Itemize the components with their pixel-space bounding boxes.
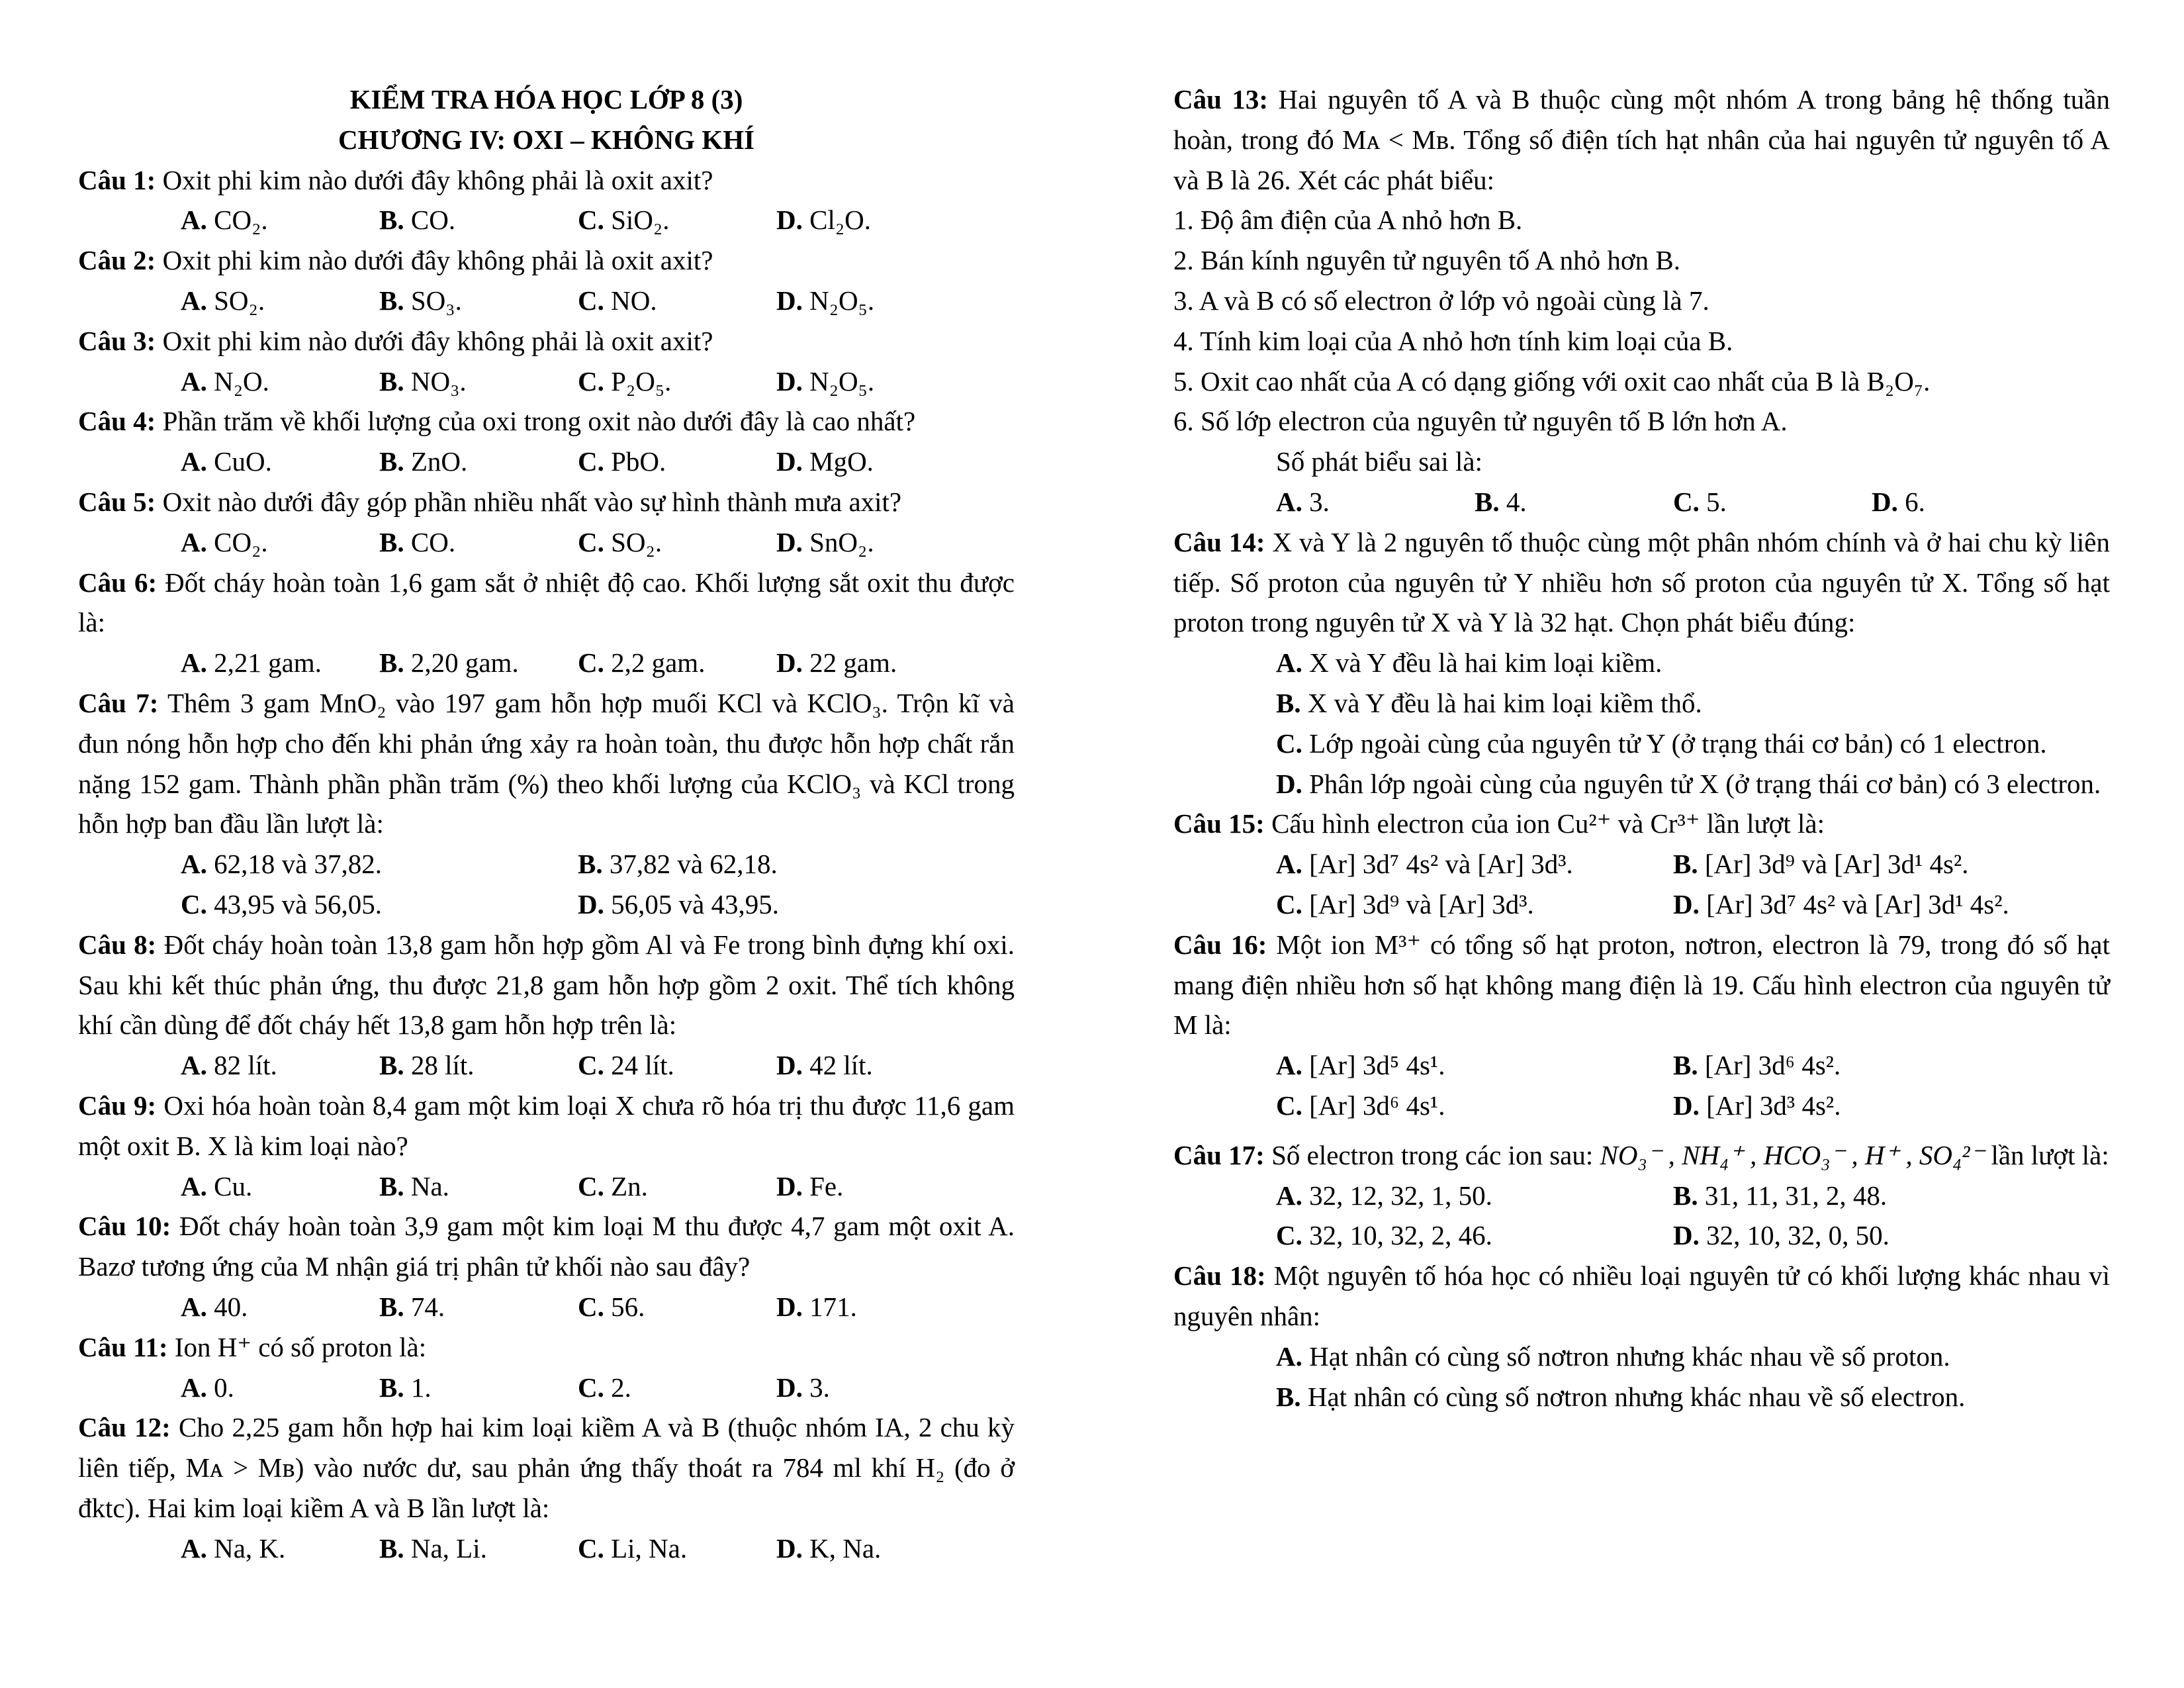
option-c[interactable]: C. 5.: [1673, 486, 1727, 517]
option-d[interactable]: D. 42 lít.: [776, 1050, 873, 1081]
question-11: [78, 1327, 1015, 1368]
option-d[interactable]: D. N₂O₅.: [776, 285, 875, 316]
question-3: [78, 321, 1015, 361]
statement-2: 2. Bán kính nguyên tử nguyên tố A nhỏ hơn B.: [1173, 245, 1680, 276]
option-c[interactable]: C. Li, Na.: [578, 1532, 688, 1564]
option-b[interactable]: B. 2,20 gam.: [379, 647, 519, 679]
option-d[interactable]: D. Phân lớp ngoài cùng của nguyên tử X (ở trạng thái cơ bản) có 3 electron.: [1276, 768, 2101, 799]
option-d[interactable]: D. Fe.: [776, 1170, 844, 1201]
options-12: [78, 1528, 1015, 1569]
option-b[interactable]: B. 28 lít.: [379, 1050, 475, 1081]
option-a[interactable]: A. Na, K.: [181, 1532, 286, 1564]
option-c[interactable]: C. 32, 10, 32, 2, 46.: [1276, 1220, 1492, 1251]
option-d[interactable]: D. 171.: [776, 1291, 857, 1322]
question-13: [1173, 79, 2110, 200]
option-b[interactable]: B. ZnO.: [379, 446, 468, 477]
option-d[interactable]: D. MgO.: [776, 446, 874, 477]
option-d[interactable]: D. 32, 10, 32, 0, 50.: [1673, 1220, 1889, 1251]
option-c[interactable]: C. 2,2 gam.: [578, 647, 705, 679]
question-number: Câu 10:: [78, 1211, 171, 1242]
option-b[interactable]: B. 74.: [379, 1291, 445, 1322]
question-number: Câu 2:: [78, 245, 156, 276]
options-10: [78, 1287, 1015, 1327]
option-b[interactable]: B. Na.: [379, 1170, 449, 1201]
option-b[interactable]: B. Hạt nhân có cùng số nơtron nhưng khác nhau về số electron.: [1276, 1381, 1966, 1412]
question-number: Câu 11:: [78, 1331, 168, 1362]
option-a[interactable]: A. 2,21 gam.: [181, 647, 322, 679]
question-text: Thêm 3 gam MnO₂ vào 197 gam hỗn hợp muối KCl và KClO₃. Trộn kĩ và đun nóng hỗn hợp cho đến khi phản ứng xảy ra hoàn toàn, thu được hỗn hợp chất rắn nặng 152 gam. Thành phần phần trăm (%) theo khối lượng của KClO₃ và KCl trong hỗn hợp ban đầu lần lượt là:: [78, 687, 1015, 839]
option-d[interactable]: D. [Ar] 3d³ 4s².: [1673, 1090, 1841, 1121]
option-d[interactable]: D. N₂O₅.: [776, 365, 875, 397]
question-text: Cho 2,25 gam hỗn hợp hai kim loại kiềm A và B (thuộc nhóm IA, 2 chu kỳ liên tiếp, Mᴀ > Mʙ) vào nước dư, sau phản ứng thấy thoát ra 784 ml khí H₂ (đo ở đktc). Hai kim loại kiềm A và B lần lượt là:: [78, 1412, 1015, 1523]
question-15: [1173, 804, 2110, 844]
question-number: Câu 9:: [78, 1090, 157, 1121]
question-text: Đốt cháy hoàn toàn 1,6 gam sắt ở nhiệt độ cao. Khối lượng sắt oxit thu được là:: [78, 567, 1015, 638]
question-number: Câu 17:: [1173, 1139, 1265, 1170]
option-a[interactable]: A. 40.: [181, 1291, 248, 1322]
question-2: [78, 240, 1015, 281]
option-c[interactable]: C. PbO.: [578, 446, 666, 477]
options-15-row2: [1173, 884, 2110, 925]
question-5: [78, 482, 1015, 522]
option-d[interactable]: D. Cl₂O.: [776, 205, 871, 236]
options-7-row1: [78, 844, 1015, 884]
question-number: Câu 14:: [1173, 526, 1265, 557]
option-a[interactable]: A. 32, 12, 32, 1, 50.: [1276, 1180, 1492, 1211]
option-d[interactable]: D. SnO₂.: [776, 526, 874, 557]
question-17: [1173, 1135, 2110, 1176]
question-text: Hai nguyên tố A và B thuộc cùng một nhóm A trong bảng hệ thống tuần hoàn, trong đó Mᴀ < Mʙ. Tổng số điện tích hạt nhân của hai nguyên tử nguyên tố A và B là 26. Xét các phát biểu:: [1173, 84, 2110, 195]
option-d[interactable]: D. 3.: [776, 1372, 830, 1403]
option-a[interactable]: A. CO₂.: [181, 526, 268, 557]
option-a[interactable]: A. N₂O.: [181, 365, 269, 397]
page-subtitle: CHƯƠNG IV: OXI – KHÔNG KHÍ: [338, 124, 755, 155]
ion-formulas: NO₃⁻ , NH₄⁺ , HCO₃⁻ , H⁺ , SO₄²⁻: [1600, 1139, 1985, 1170]
option-a[interactable]: A. 62,18 và 37,82.: [181, 849, 383, 880]
question-18: [1173, 1256, 2110, 1336]
option-b[interactable]: B. [Ar] 3d⁹ và [Ar] 3d¹ 4s².: [1673, 849, 1969, 880]
question-9: [78, 1086, 1015, 1166]
question-4: [78, 401, 1015, 442]
statement-1: 1. Độ âm điện của A nhỏ hơn B.: [1173, 205, 1523, 236]
question-10: [78, 1206, 1015, 1287]
question-number: Câu 8:: [78, 929, 157, 960]
question-6: [78, 563, 1015, 643]
question-number: Câu 13:: [1173, 84, 1269, 115]
options-9: [78, 1166, 1015, 1207]
option-b[interactable]: B. SO₃.: [379, 285, 462, 316]
options-5: [78, 522, 1015, 563]
options-8: [78, 1045, 1015, 1086]
statement-4: 4. Tính kim loại của A nhỏ hơn tính kim loại của B.: [1173, 325, 1733, 356]
option-c[interactable]: C. 56.: [578, 1291, 645, 1322]
left-column: [78, 79, 1015, 1568]
question-text: Oxit phi kim nào dưới đây không phải là oxit axit?: [156, 325, 713, 356]
page-title: KIỂM TRA HÓA HỌC LỚP 8 (3): [349, 84, 743, 115]
option-b[interactable]: B. Na, Li.: [379, 1532, 487, 1564]
question-text: Oxit phi kim nào dưới đây không phải là oxit axit?: [156, 245, 713, 276]
question-number: Câu 4:: [78, 406, 156, 437]
option-c[interactable]: C. 43,95 và 56,05.: [181, 888, 383, 919]
option-c[interactable]: C. Zn.: [578, 1170, 648, 1201]
question-number: Câu 7:: [78, 687, 159, 718]
question-text: Một ion M³⁺ có tổng số hạt proton, nơtron, electron là 79, trong đó số hạt mang điện nhiều hơn số hạt không mang điện là 19. Cấu hình electron của nguyên tử M là:: [1173, 929, 2110, 1041]
option-c[interactable]: C. SiO₂.: [578, 205, 670, 236]
options-3: [78, 361, 1015, 402]
right-column: [1173, 79, 2110, 1417]
options-1: [78, 200, 1015, 240]
option-b[interactable]: B. [Ar] 3d⁶ 4s².: [1673, 1050, 1841, 1081]
statement-5: 5. Oxit cao nhất của A có dạng giống với oxit cao nhất của B là B₂O₇.: [1173, 365, 1931, 397]
option-c[interactable]: C. 24 lít.: [578, 1050, 674, 1081]
question-text: Đốt cháy hoàn toàn 3,9 gam một kim loại M thu được 4,7 gam một oxit A. Bazơ tương ứng của M nhận giá trị phân tử khối nào sau đây?: [78, 1211, 1015, 1282]
statement-6: 6. Số lớp electron của nguyên tử nguyên tố B lớn hơn A.: [1173, 406, 1788, 437]
option-a[interactable]: A. CO₂.: [181, 205, 268, 236]
options-7-row2: [78, 884, 1015, 925]
option-b[interactable]: B. 31, 11, 31, 2, 48.: [1673, 1180, 1888, 1211]
question-number: Câu 16:: [1173, 929, 1267, 960]
option-a[interactable]: A. Cu.: [181, 1170, 253, 1201]
question-12: [78, 1407, 1015, 1528]
option-b[interactable]: B. 37,82 và 62,18.: [578, 849, 778, 880]
question-7: [78, 683, 1015, 844]
options-4: [78, 442, 1015, 482]
question-number: Câu 18:: [1173, 1260, 1266, 1291]
option-c[interactable]: C. P₂O₅.: [578, 365, 672, 397]
question-text: X và Y là 2 nguyên tố thuộc cùng một phân nhóm chính và ở hai chu kỳ liên tiếp. Số proton của nguyên tử Y nhiều hơn số proton của nguyên tử X. Tổng số hạt proton trong nguyên tử X và Y là 32 hạt. Chọn phát biểu đúng:: [1173, 526, 2110, 638]
question-16: [1173, 925, 2110, 1045]
question-number: Câu 12:: [78, 1412, 171, 1443]
option-c[interactable]: C. NO.: [578, 285, 657, 316]
question-tail: lần lượt là:: [1984, 1139, 2109, 1170]
options-15-row1: [1173, 844, 2110, 884]
option-d[interactable]: D. K, Na.: [776, 1532, 882, 1564]
options-17-row2: [1173, 1215, 2110, 1256]
option-d[interactable]: D. 56,05 và 43,95.: [578, 888, 780, 919]
option-c[interactable]: C. [Ar] 3d⁶ 4s¹.: [1276, 1090, 1445, 1121]
option-b[interactable]: B. 1.: [379, 1372, 432, 1403]
option-d[interactable]: D. 22 gam.: [776, 647, 897, 679]
option-a[interactable]: A. 0.: [181, 1372, 234, 1403]
question-prompt: Số phát biểu sai là:: [1276, 446, 1483, 477]
question-number: Câu 15:: [1173, 808, 1265, 839]
question-text: Đốt cháy hoàn toàn 13,8 gam hỗn hợp gồm Al và Fe trong bình đựng khí oxi. Sau khi kết thúc phản ứng, thu được 21,8 gam hỗn hợp gồm 2 oxit. Thể tích không khí cần dùng để đốt cháy hết 13,8 gam hỗn hợp trên là:: [78, 929, 1015, 1041]
question-14: [1173, 522, 2110, 643]
option-d[interactable]: D. 6.: [1872, 486, 1925, 517]
question-1: [78, 160, 1015, 201]
question-text: Oxit nào dưới đây góp phần nhiều nhất vào sự hình thành mưa axit?: [156, 486, 902, 517]
option-c[interactable]: C. 2.: [578, 1372, 631, 1403]
option-a[interactable]: A. SO₂.: [181, 285, 265, 316]
option-b[interactable]: B. 4.: [1475, 486, 1527, 517]
option-c[interactable]: C. Lớp ngoài cùng của nguyên tử Y (ở trạng thái cơ bản) có 1 electron.: [1276, 727, 2047, 759]
option-b[interactable]: B. CO.: [379, 526, 456, 557]
option-a[interactable]: A. CuO.: [181, 446, 272, 477]
options-11: [78, 1368, 1015, 1408]
question-text: Ion H⁺ có số proton là:: [167, 1331, 427, 1362]
option-a[interactable]: A. X và Y đều là hai kim loại kiềm.: [1276, 647, 1662, 679]
option-a[interactable]: A. [Ar] 3d⁵ 4s¹.: [1276, 1050, 1445, 1081]
option-c[interactable]: C. SO₂.: [578, 526, 662, 557]
options-2: [78, 281, 1015, 321]
option-b[interactable]: B. NO₃.: [379, 365, 467, 397]
option-d[interactable]: D. [Ar] 3d⁷ 4s² và [Ar] 3d¹ 4s².: [1673, 888, 2009, 919]
question-text: Số electron trong các ion sau:: [1264, 1139, 1594, 1170]
options-13: [1173, 482, 2110, 522]
question-text: Một nguyên tố hóa học có nhiều loại nguyên tử có khối lượng khác nhau vì nguyên nhân:: [1173, 1260, 2110, 1331]
statement-3: 3. A và B có số electron ở lớp vỏ ngoài cùng là 7.: [1173, 285, 1709, 316]
option-a[interactable]: A. 82 lít.: [181, 1050, 277, 1081]
question-number: Câu 3:: [78, 325, 156, 356]
question-text: Oxi hóa hoàn toàn 8,4 gam một kim loại X chưa rõ hóa trị thu được 11,6 gam một oxit B. X là kim loại nào?: [78, 1090, 1015, 1161]
option-a[interactable]: A. [Ar] 3d⁷ 4s² và [Ar] 3d³.: [1276, 849, 1573, 880]
question-8: [78, 925, 1015, 1045]
option-c[interactable]: C. [Ar] 3d⁹ và [Ar] 3d³.: [1276, 888, 1534, 919]
option-b[interactable]: B. X và Y đều là hai kim loại kiềm thổ.: [1276, 687, 1702, 718]
options-6: [78, 643, 1015, 683]
option-a[interactable]: A. Hạt nhân có cùng số nơtron nhưng khác nhau về số proton.: [1276, 1340, 1950, 1372]
question-number: Câu 6:: [78, 567, 158, 598]
options-17-row1: [1173, 1176, 2110, 1216]
question-text: Cấu hình electron của ion Cu²⁺ và Cr³⁺ lần lượt là:: [1264, 808, 1825, 839]
options-16-row1: [1173, 1045, 2110, 1086]
question-number: Câu 5:: [78, 486, 156, 517]
question-text: Phần trăm về khối lượng của oxi trong oxit nào dưới đây là cao nhất?: [156, 406, 916, 437]
option-a[interactable]: A. 3.: [1276, 486, 1330, 517]
question-number: Câu 1:: [78, 164, 156, 195]
question-text: Oxit phi kim nào dưới đây không phải là oxit axit?: [156, 164, 713, 195]
options-16-row2: [1173, 1086, 2110, 1126]
option-b[interactable]: B. CO.: [379, 205, 456, 236]
